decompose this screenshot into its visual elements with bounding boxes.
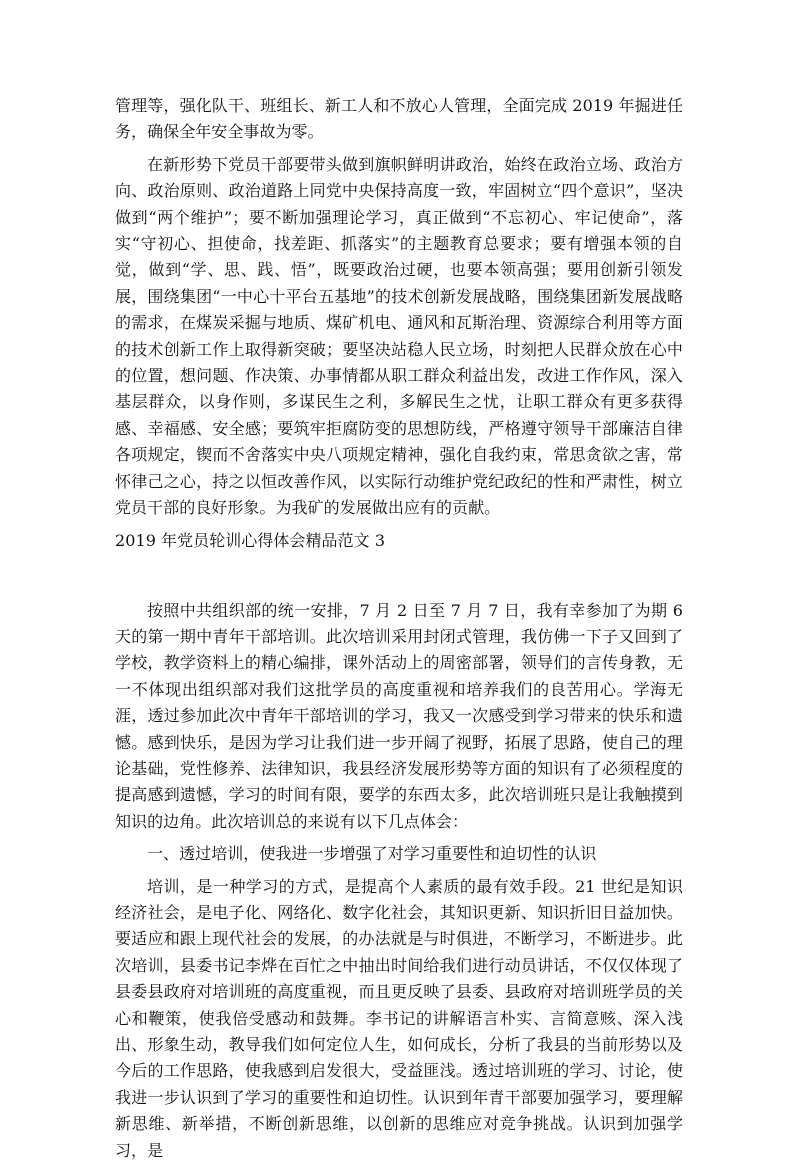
section-title: 2019 年党员轮训心得体会精品范文 3	[115, 530, 386, 550]
paragraph-training-learning: 培训，是一种学习的方式，是提高个人素质的最有效手段。21 世纪是知识经济社会，是电子化、网络化、数字化社会，其知识更新、知识折旧日益加快。要适应和跟上现代社会的发展，的办法就是与时俱进，不断学习，不断进步。此次培训，县委书记李烨在百忙之中抽出时间给我们进行动员讲话，不仅仅体现了县委县政府对培训班的高度重视，而且更反映了县委、县政府对培训班学员的关心和鞭策，使我倍受感动和鼓舞。李书记的讲解语言朴实、言简意赅、深入浅出、形象生动，教导我们如何定位人生，如何成长，分析了我县的当前形势以及今后的工作思路，使我感到启发很大，受益匪浅。透过培训班的学习、讨论，使我进一步认识到了学习的重要性和迫切性。认识到年青干部要加强学习，要理解新思维、新举措，不断创新思维，以创新的思维应对竞争挑战。认识到加强学习，是	[115, 876, 683, 1160]
paragraph-continuation: 管理等，强化队干、班组长、新工人和不放心人管理，全面完成 2019 年掘进任务，确保全年安全事故为零。	[115, 96, 683, 142]
subheading-point-one: 一、透过培训，使我进一步增强了对学习重要性和迫切性的认识	[147, 844, 597, 864]
document-page	[115, 93, 683, 1164]
paragraph-training-intro: 按照中共组织部的统一安排，7 月 2 日至 7 月 7 日，我有幸参加了为期 6 天的第一期中青年干部培训。此次培训采用封闭式管理，我仿佛一下子又回到了学校，教学资料上的精心编排，课外活动上的周密部署，领导们的言传身教，无一不体现出组织部对我们这批学员的高度重视和培养我们的良苦用心。学海无涯，透过参加此次中青年干部培训的学习，我又一次感受到学习带来的快乐和遗憾。感到快乐，是因为学习让我们进一步开阔了视野，拓展了思路，使自己的理论基础，党性修养、法律知识，我县经济发展形势等方面的知识有了必须程度的提高感到遗憾，学习的时间有限，要学的东西太多，此次培训班只是让我触摸到知识的边角。此次培训总的来说有以下几点体会：	[115, 600, 683, 831]
paragraph-party-cadres: 在新形势下党员干部要带头做到旗帜鲜明讲政治，始终在政治立场、政治方向、政治原则、政治道路上同党中央保持高度一致，牢固树立“四个意识”，坚决做到“两个维护”；要不断加强理论学习，真正做到“不忘初心、牢记使命”，落实“守初心、担使命，找差距、抓落实”的主题教育总要求；要有增强本领的自觉，做到“学、思、践、悟”，既要政治过硬，也要本领高强；要用创新引领发展，围绕集团“一中心十平台五基地”的技术创新发展战略，围绕集团新发展战略的需求，在煤炭采掘与地质、煤矿机电、通风和瓦斯治理、资源综合利用等方面的技术创新工作上取得新突破；要坚决站稳人民立场，时刻把人民群众放在心中的位置，想问题、作决策、办事情都从职工群众利益出发，改进工作作风，深入基层群众，以身作则，多谋民生之利，多解民生之忧，让职工群众有更多获得感、幸福感、安全感；要筑牢拒腐防变的思想防线，严格遵守领导干部廉洁自律各项规定，锲而不舍落实中央八项规定精神，强化自我约束，常思贪欲之害，常怀律己之心，持之以恒改善作风，以实际行动维护党纪政纪的性和严肃性，树立党员干部的良好形象。为我矿的发展做出应有的贡献。	[115, 154, 683, 518]
